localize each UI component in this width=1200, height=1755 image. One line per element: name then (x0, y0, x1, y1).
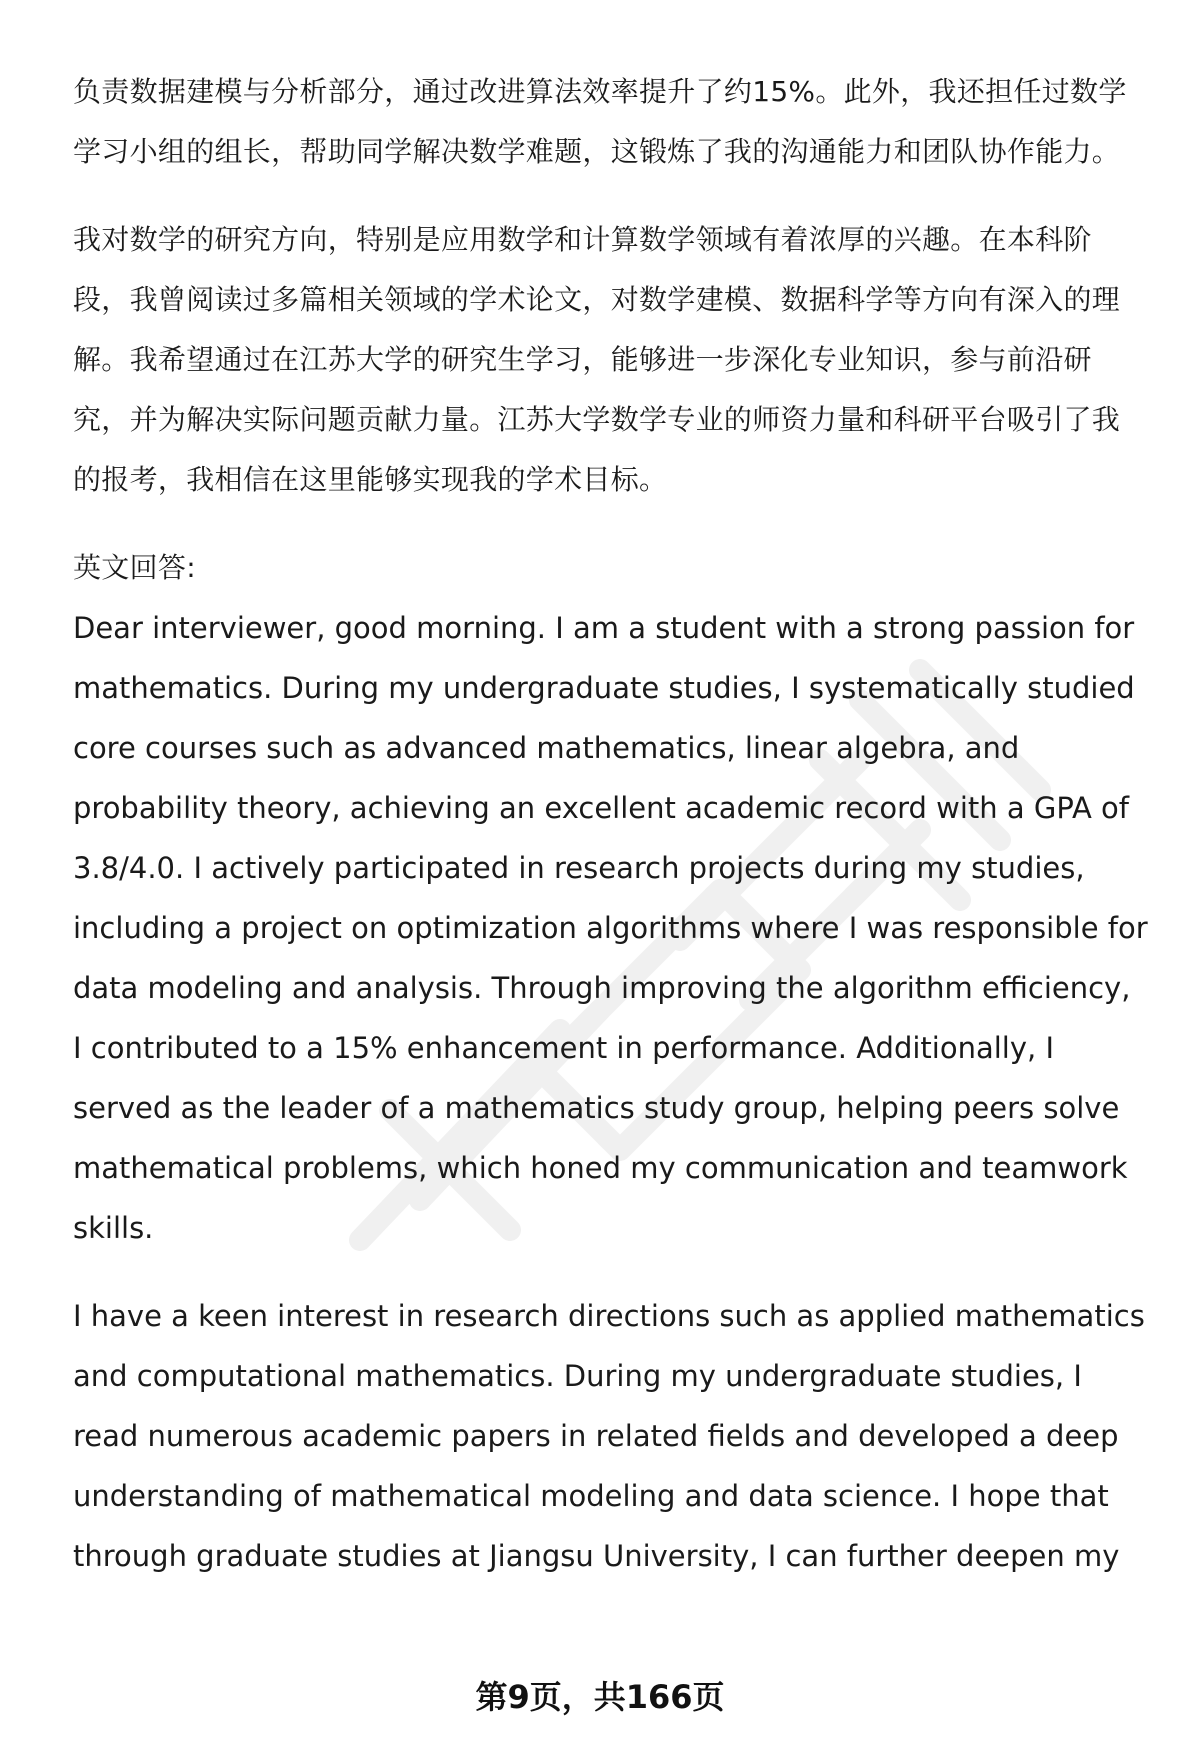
paragraph-en-2: I have a keen interest in research directions such as applied mathematics and computational mathematics. During my undergraduate studies, I read numerous academic papers in related fields and developed a deep understanding of mathematical modeling and data science. I hope that through graduate studies at Jiangsu University, I can further deepen my (73, 1299, 1145, 1573)
document-body (73, 62, 1148, 1586)
page-indicator: 第9页，共166页 (475, 1678, 725, 1716)
english-answer-label: 英文回答: (73, 551, 196, 584)
paragraph-zh-2: 我对数学的研究方向，特别是应用数学和计算数学领域有着浓厚的兴趣。在本科阶段，我曾阅读过多篇相关领域的学术论文，对数学建模、数据科学等方向有深入的理解。我希望通过在江苏大学的研究生学习，能够进一步深化专业知识，参与前沿研究，并为解决实际问题贡献力量。江苏大学数学专业的师资力量和科研平台吸引了我的报考，我相信在这里能够实现我的学术目标。 (73, 223, 1121, 496)
paragraph-en-1: Dear interviewer, good morning. I am a student with a strong passion for mathematics. During my undergraduate studies, I systematically studied core courses such as advanced mathematics, linear algebra, and probability theory, achieving an excellent academic record with a GPA of 3.8/4.0. I actively participated in research projects during my studies, including a project on optimization algorithms where I was responsible for data modeling and analysis. Through improving the algorithm efficiency, I contributed to a 15% enhancement in performance. Additionally, I served as the leader of a mathematics study group, helping peers solve mathematical problems, which honed my communication and teamwork skills. (73, 611, 1148, 1245)
paragraph-zh-1: 负责数据建模与分析部分，通过改进算法效率提升了约15%。此外，我还担任过数学学习小组的组长，帮助同学解决数学难题，这锻炼了我的沟通能力和团队协作能力。 (73, 75, 1127, 168)
